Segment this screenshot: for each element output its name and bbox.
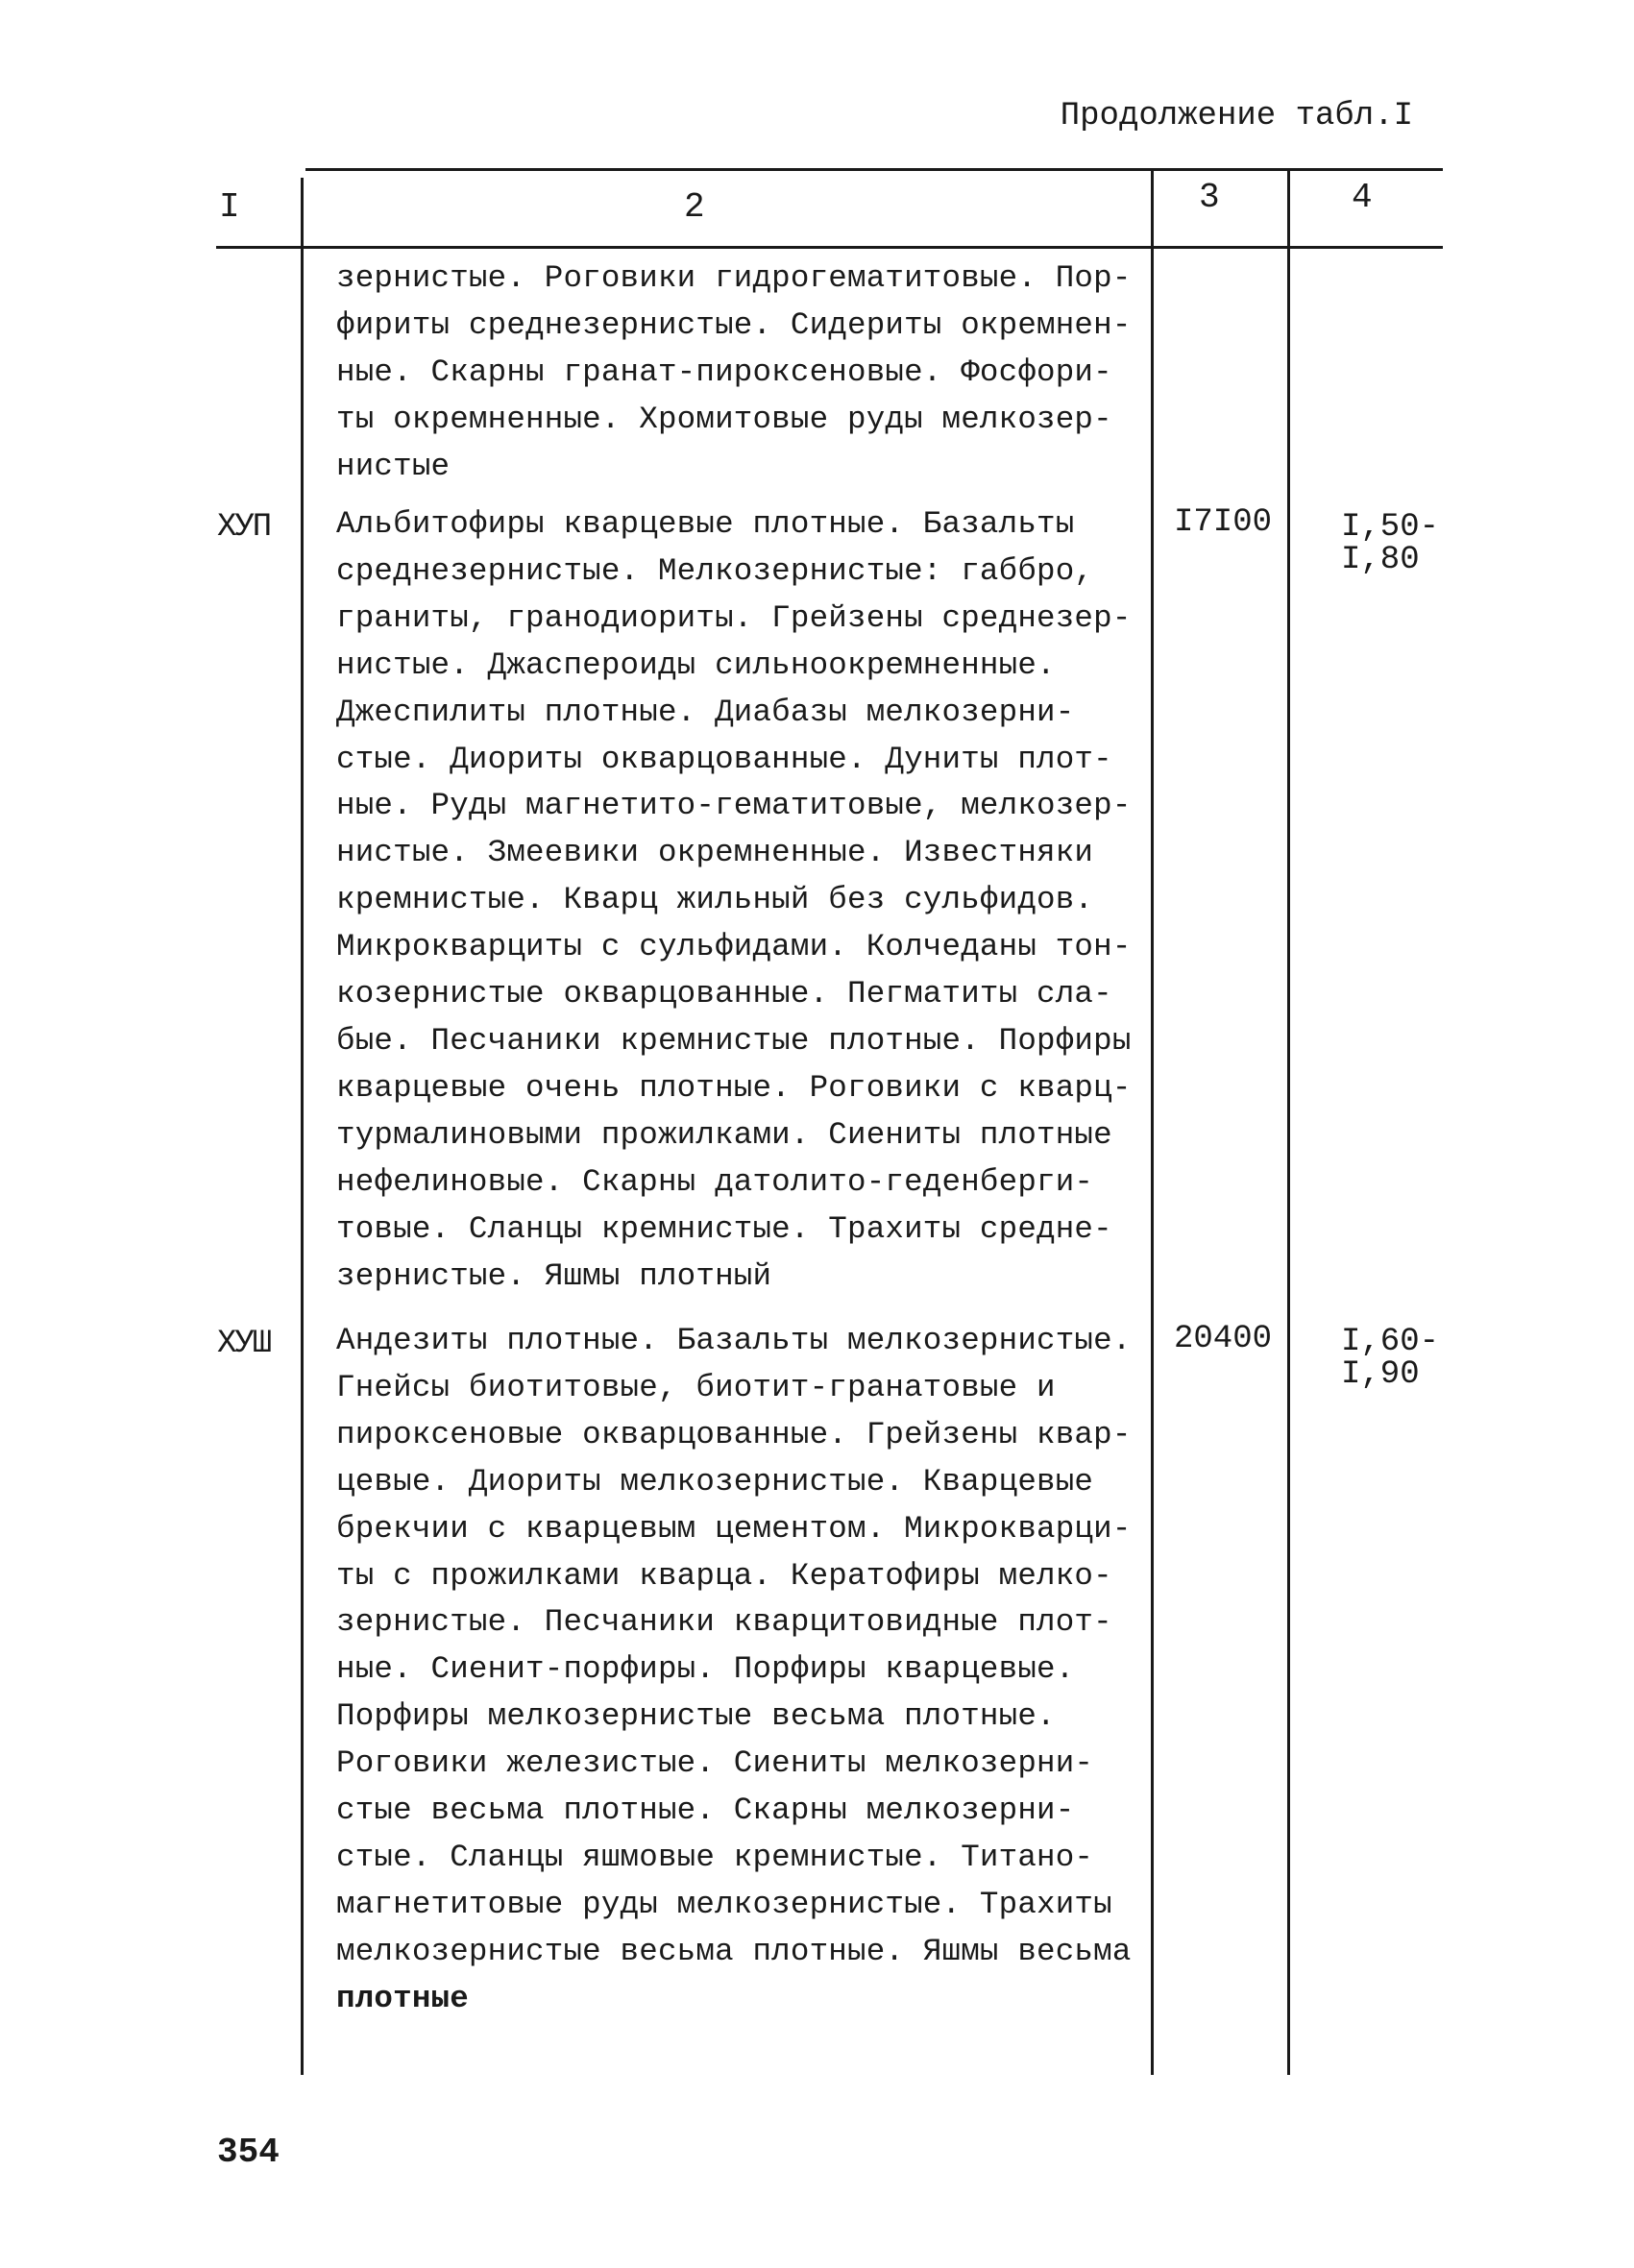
row-description: [336, 1318, 1153, 2023]
description-line: стые. Диориты окварцованные. Дуниты плот-: [336, 741, 1112, 777]
row-description: [336, 501, 1153, 1300]
description-line: Микрокварциты с сульфидами. Колчеданы тон-: [336, 929, 1132, 965]
description-line: зернистые. Роговики гидрогематитовые. Пор-: [336, 260, 1132, 296]
description-line: стые весьма плотные. Скарны мелкозерни-: [336, 1792, 1075, 1829]
row-code: ХУП: [217, 509, 271, 546]
header-col-3: 3: [1199, 178, 1220, 217]
value-range-start: I,50-: [1341, 509, 1440, 546]
row-value-col3: 20400: [1174, 1321, 1273, 1357]
column-divider-3: [1287, 170, 1290, 2075]
description-line: кварцевые очень плотные. Роговики с кварц-: [336, 1069, 1132, 1106]
description-line: зернистые. Песчаники кварцитовидные плот-: [336, 1604, 1112, 1641]
table-continuation-caption: Продолжение табл.I: [1060, 98, 1413, 134]
description-line: Андезиты плотные. Базальты мелкозернистые.: [336, 1323, 1132, 1358]
description-line: среднезернистые. Мелкозернистые: габбро,: [336, 552, 1094, 589]
page-number: 354: [217, 2133, 280, 2172]
description-line: пироксеновые окварцованные. Грейзены квар-: [336, 1416, 1132, 1452]
description-line: нистые: [336, 448, 451, 484]
description-line: козернистые окварцованные. Пегматиты сла-: [336, 976, 1112, 1012]
value-range-end: I,90: [1341, 1356, 1420, 1393]
description-line: нистые. Джаспероиды сильноокремненные.: [336, 646, 1056, 683]
row-description: [336, 256, 1153, 491]
description-line: плотные: [336, 1980, 469, 2016]
value-range-start: I,60-: [1341, 1324, 1440, 1360]
description-line: фириты среднезернистые. Сидериты окремнен-: [336, 306, 1132, 343]
row-value-col4: [1341, 511, 1439, 576]
description-line: стые. Сланцы яшмовые кремнистые. Титано-: [336, 1839, 1094, 1875]
description-line: Роговики железистые. Сиениты мелкозерни-: [336, 1745, 1094, 1782]
column-divider-1: [301, 178, 304, 2075]
description-line: мелкозернистые весьма плотные. Яшмы весьма: [336, 1933, 1132, 1969]
description-line: ты окремненные. Хромитовые руды мелкозер-: [336, 401, 1112, 437]
table-header-rule: [216, 246, 1443, 249]
description-line: Порфиры мелкозернистые весьма плотные.: [336, 1698, 1056, 1735]
description-line: товые. Сланцы кремнистые. Трахиты средне-: [336, 1210, 1112, 1247]
description-line: бые. Песчаники кремнистые плотные. Порфиры: [336, 1022, 1132, 1059]
description-line: Джеспилиты плотные. Диабазы мелкозерни-: [336, 694, 1075, 730]
row-value-col4: [1341, 1326, 1439, 1391]
description-line: ные. Руды магнетито-гематитовые, мелкозер-: [336, 788, 1132, 824]
description-line: турмалиновыми прожилками. Сиениты плотные: [336, 1116, 1112, 1153]
description-line: нистые. Змеевики окремненные. Известняки: [336, 835, 1094, 871]
description-line: цевые. Диориты мелкозернистые. Кварцевые: [336, 1463, 1094, 1500]
header-col-1: I: [219, 187, 240, 227]
description-line: магнетитовые руды мелкозернистые. Трахиты: [336, 1886, 1112, 1922]
header-col-4: 4: [1352, 178, 1373, 217]
description-line: ные. Скарны гранат-пироксеновые. Фосфори-: [336, 354, 1112, 390]
value-range-end: I,80: [1341, 542, 1420, 578]
row-code: ХУШ: [217, 1326, 271, 1362]
description-line: брекчии с кварцевым цементом. Микрокварци-: [336, 1510, 1132, 1547]
description-line: ты с прожилками кварца. Кератофиры мелко-: [336, 1557, 1112, 1594]
header-col-2: 2: [684, 187, 705, 227]
description-line: кремнистые. Кварц жильный без сульфидов.: [336, 882, 1094, 918]
table-top-rule: [305, 168, 1443, 171]
row-value-col3: I7I00: [1174, 504, 1273, 541]
description-line: Гнейсы биотитовые, биотит-гранатовые и: [336, 1369, 1056, 1405]
description-line: граниты, гранодиориты. Грейзены среднезер-: [336, 599, 1132, 636]
description-line: ные. Сиенит-порфиры. Порфиры кварцевые.: [336, 1651, 1075, 1688]
description-line: Альбитофиры кварцевые плотные. Базальты: [336, 506, 1075, 542]
description-line: нефелиновые. Скарны датолито-геденберги-: [336, 1163, 1094, 1200]
description-line: зернистые. Яшмы плотный: [336, 1257, 772, 1294]
